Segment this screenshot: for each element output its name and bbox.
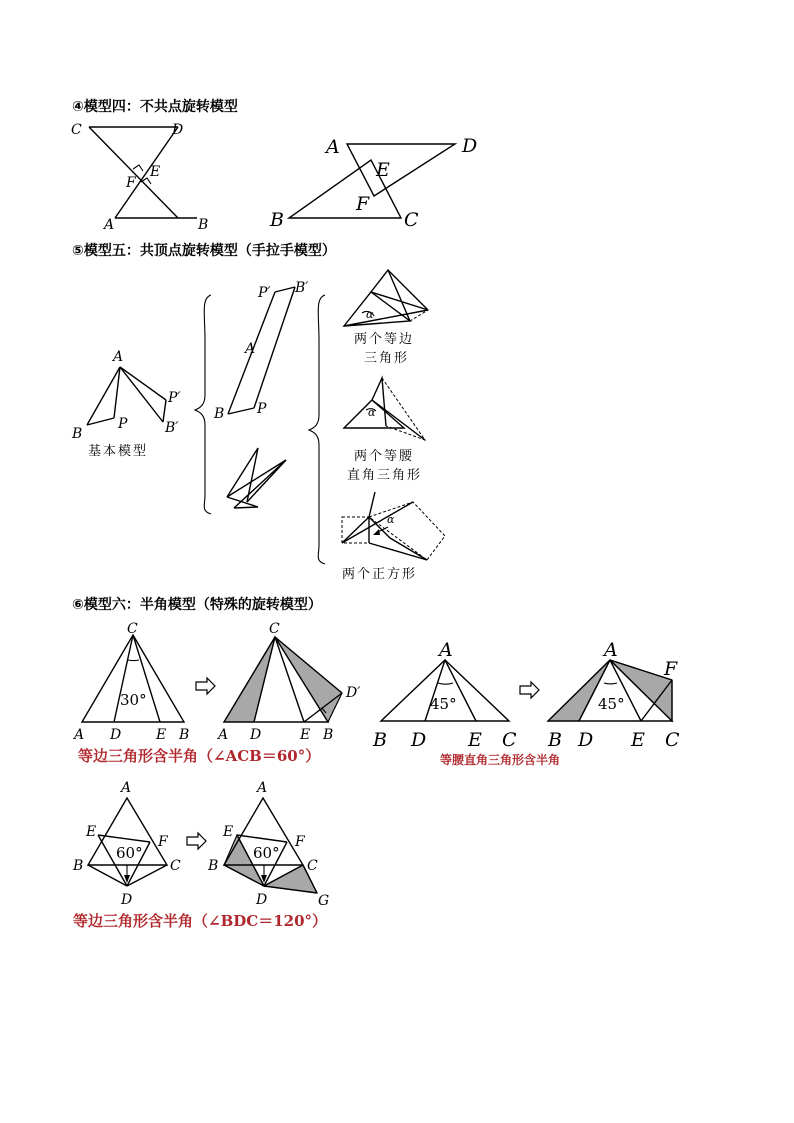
m4f1-label-A: A [104,217,115,233]
m6f6-label-G: G [318,893,330,909]
m6f2-label-A: A [218,727,229,743]
m6f6-angle: 60° [253,844,280,862]
m6f2-label-B: B [323,727,334,743]
section-6-title: ⑥模型六：半角模型（特殊的旋转模型） [72,597,322,613]
m5-caption-iso-2: 直角三角形 [347,468,423,483]
m6f3-label-D: D [411,729,427,751]
m6f5-label-C: C [170,858,181,874]
m6f2-label-Dp: D′ [346,685,361,701]
model5-right-figure-squares [342,492,445,582]
m6f1-label-E: E [156,727,167,743]
model6-figure-3 [372,639,517,751]
left-brace [195,295,211,514]
m6f1-label-B: B [179,727,190,743]
model5-basic-figure [71,349,181,459]
model6-figure-6 [207,780,329,909]
m5-caption-eq-2: 三角形 [364,351,410,366]
arrow-3 [187,833,206,849]
m5-eq-alpha: α [366,308,374,321]
right-brace [309,295,325,564]
m6f4-label-E: E [631,729,645,751]
m6f3-label-C: C [502,729,517,751]
m6f4-label-D: D [578,729,594,751]
m6f5-angle: 60° [116,844,143,862]
model4-figure-2 [269,135,477,231]
m6f2-label-E: E [300,727,311,743]
model6-figure-4 [547,639,680,751]
m6f6-label-F: F [295,834,305,850]
m4f2-label-F: F [356,193,370,215]
m6f2-label-C: C [269,621,280,637]
m5-basic-caption: 基本模型 [88,444,149,459]
m5-mid-label-P: P [257,401,267,417]
model6-figure-1 [72,621,189,743]
m6f4-label-F: F [664,658,678,680]
model6-caption-1: 等边三角形含半角（∠ACB＝60°） [78,747,321,765]
m6f4-label-C: C [665,729,680,751]
m5-mid-label-Bp: B′ [295,280,309,296]
m6f6-label-C: C [307,858,318,874]
arrow-1 [196,678,215,694]
arrow-2 [520,682,539,698]
m6f3-angle: 45° [430,695,457,713]
m6f1-label-A: A [74,727,85,743]
m6f5-label-E: E [86,824,97,840]
m4f1-label-D: D [172,122,184,138]
m6f5-label-D: D [121,892,133,908]
m6f6-label-E: E [223,824,234,840]
m6f6-label-A: A [257,780,268,796]
m6f3-label-B: B [373,729,387,751]
model5-middle-figure-1 [213,280,309,422]
m6f3-label-E: E [468,729,482,751]
model5-middle-figure-2 [227,448,286,508]
m6f6-label-B: B [208,858,219,874]
m4f1-label-C: C [71,122,82,138]
m4f2-label-D: D [462,135,478,157]
model4-figure-1 [71,122,208,233]
m5-basic-label-A: A [113,349,124,365]
m5-basic-label-P: P [118,416,128,432]
model6-figure-5 [72,780,181,908]
m5-mid-label-B: B [214,406,225,422]
model6-caption-2: 等腰直角三角形含半角 [440,753,561,767]
model6-figure-2 [216,621,361,743]
m5-mid-label-Pp: P′ [258,285,271,301]
section-4-title: ④模型四：不共点旋转模型 [72,99,238,115]
m6f1-label-D: D [110,727,122,743]
m6f1-angle: 30° [120,691,147,709]
model5-right-figure-equilateral [344,270,428,366]
m4f2-label-E: E [376,159,390,181]
m5-sq-alpha: α [387,513,395,526]
m6f1-label-C: C [127,621,138,637]
m6f2-label-D: D [250,727,262,743]
m6f4-angle: 45° [598,695,625,713]
m6f5-label-A: A [121,780,132,796]
m5-caption-eq-1: 两个等边 [354,332,415,347]
m5-caption-iso-1: 两个等腰 [354,449,415,464]
m6f3-label-A: A [439,639,453,661]
m6f5-label-F: F [158,834,168,850]
m5-basic-label-B: B [72,426,83,442]
m5-iso-alpha: α [368,406,376,419]
m4f1-label-B: B [198,217,209,233]
m4f1-label-E: E [150,164,161,180]
m5-mid-label-A: A [245,341,256,357]
m4f2-label-B: B [270,209,284,231]
model6-caption-3: 等边三角形含半角（∠BDC＝120°） [73,912,328,930]
m5-caption-squares: 两个正方形 [342,567,418,582]
m4f2-label-C: C [404,209,419,231]
section-5-title: ⑤模型五：共顶点旋转模型（手拉手模型） [72,243,336,259]
m5-basic-label-Bp: B′ [165,420,179,436]
model5-right-figure-iso-right [344,378,425,483]
m6f5-label-B: B [73,858,84,874]
m6f6-label-D: D [256,892,268,908]
m4f1-label-F: F [126,175,136,191]
m6f4-label-A: A [604,639,618,661]
m5-basic-label-Pp: P′ [168,390,181,406]
m4f2-label-A: A [326,136,340,158]
m6f4-label-B: B [548,729,562,751]
